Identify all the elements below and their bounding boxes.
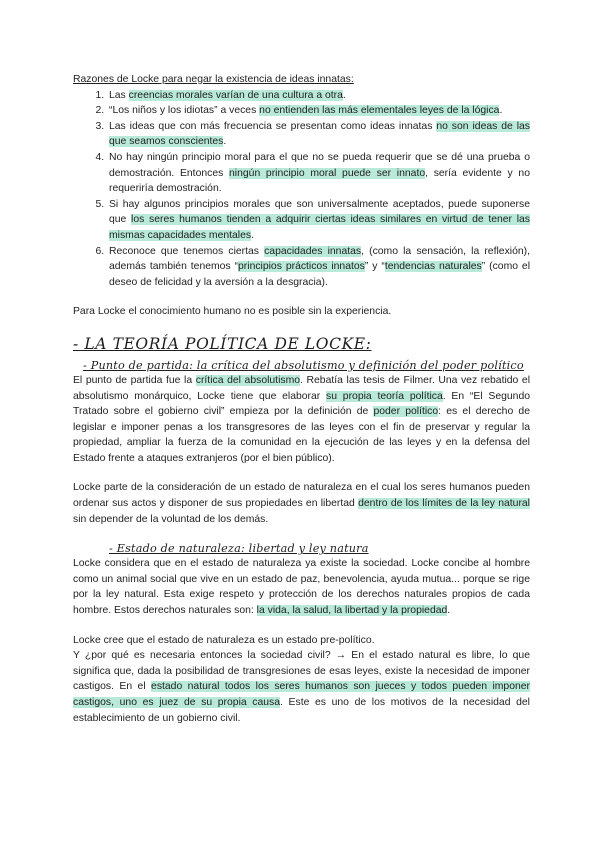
highlighted-text: los seres humanos tienden a adquirir ciertas ideas similares en virtud de tener las mismas capacidades mentales bbox=[109, 214, 530, 241]
text-run: . bbox=[223, 136, 227, 148]
list-item bbox=[107, 197, 530, 244]
reasons-list bbox=[73, 88, 530, 291]
list-item bbox=[107, 103, 530, 119]
list-item bbox=[107, 119, 530, 150]
highlighted-text: no entienden las más elementales leyes de la lógica bbox=[259, 105, 500, 117]
subsection-title: - Punto de partida: la crítica del absolutismo y definición del poder político bbox=[83, 358, 524, 372]
text-run: . bbox=[499, 105, 503, 117]
text-run: . bbox=[342, 89, 346, 101]
text-run: Y ¿por qué es necesaria entonces la sociedad civil? → En el estado natural es libre, lo que significa que, dada la posibilidad de transgresiones de esas leyes, existe la necesidad de imponer castigos. En el bbox=[73, 650, 530, 693]
text-run: . Rebatía las tesis de Filmer. Una vez rebatido el absolutismo monárquico, Locke tiene que elaborar bbox=[73, 374, 531, 402]
section-title: - LA TEORÍA POLÍTICA DE LOCKE: bbox=[73, 334, 372, 353]
text-run: Las ideas que con más frecuencia se presentan como ideas innatas bbox=[109, 120, 437, 132]
text-run: . Este es uno de los motivos de la necesidad del establecimiento de un gobierno civil. bbox=[73, 697, 530, 724]
list-item bbox=[107, 244, 530, 291]
text-run: “Los niños y los idiotas” a veces bbox=[109, 105, 260, 117]
highlighted-text: su propia teoría política bbox=[326, 390, 443, 402]
text-run: . En “El Segundo Tratado sobre el gobierno civil” empieza por la definición de bbox=[73, 390, 530, 418]
paragraph bbox=[73, 556, 530, 618]
subsection-title: - Estado de naturaleza: libertad y ley natura bbox=[109, 542, 369, 556]
paragraph: Locke cree que el estado de naturaleza es un estado pre-político. bbox=[73, 634, 375, 646]
reasons-heading: Razones de Locke para negar la existencia de ideas innatas: bbox=[73, 74, 354, 85]
text-run: ” (como el deseo de felicidad y la aversión a la desgracia). bbox=[109, 261, 531, 288]
text-run: Reconoce que tenemos ciertas bbox=[109, 245, 265, 257]
text-run: El punto de partida fue la bbox=[73, 374, 196, 386]
text-run: , (como la sensación, la reflexión), además también tenemos “ bbox=[109, 245, 530, 273]
text-run: . bbox=[447, 605, 451, 617]
list-item bbox=[107, 150, 530, 197]
document-page bbox=[73, 72, 530, 726]
text-run: Si hay algunos principios morales que son universalmente aceptados, puede suponerse que bbox=[109, 198, 530, 226]
text-run: Locke considera que en el estado de naturaleza ya existe la sociedad. Locke concibe al hombre como un animal social que vive en un estado de paz, benevolencia, ayuda mutua... porque se rige por la ley natural. Esta exige respeto y protección de los derechos naturales propios de cada hombre. Estos derechos naturales son: bbox=[73, 558, 530, 617]
highlighted-text: principios prácticos innatos bbox=[238, 261, 365, 273]
text-run: No hay ningún principio moral para el que no se pueda requerir que se dé una prueba o demostración. Entonces bbox=[109, 151, 530, 179]
highlighted-text: crítica del absolutismo bbox=[195, 374, 301, 386]
text-run: Las bbox=[109, 89, 129, 101]
highlighted-text: estado natural todos los seres humanos son jueces y todos pueden imponer castigos, uno es juez de su propia causa bbox=[73, 681, 530, 708]
highlighted-text: poder político bbox=[373, 406, 439, 418]
text-run: , sería evidente y no requeriría demostración. bbox=[109, 167, 530, 195]
paragraph bbox=[73, 480, 530, 527]
text-run: sin depender de la voluntad de los demás. bbox=[73, 513, 269, 525]
text-run: : es el derecho de legislar e imponer penas a los transgresores de las leyes con el fin de preservar y regular la propiedad, ampliar la fuerza de la comunidad en la ejecución de las leyes y en la defensa del Estado frente a ataques extranjeros (por el bien público). bbox=[73, 406, 530, 464]
highlighted-text: creencias morales varían de una cultura a otra bbox=[128, 89, 343, 101]
highlighted-text: la vida, la salud, la libertad y la propiedad bbox=[256, 605, 448, 617]
highlighted-text: no son ideas de las que seamos conscientes bbox=[109, 120, 530, 148]
highlighted-text: tendencias naturales bbox=[384, 261, 482, 273]
list-item bbox=[107, 88, 530, 104]
text-run: Locke parte de la consideración de un estado de naturaleza en el cual los seres humanos pueden ordenar sus actos y disponer de sus propiedades en libertad bbox=[73, 482, 530, 510]
highlighted-text: capacidades innatas bbox=[264, 245, 362, 257]
paragraph bbox=[73, 648, 530, 726]
conclusion-text: Para Locke el conocimiento humano no es posible sin la experiencia. bbox=[73, 306, 392, 318]
highlighted-text: dentro de los límites de la ley natural bbox=[358, 498, 530, 510]
text-run: . bbox=[251, 229, 254, 241]
paragraph bbox=[73, 373, 530, 467]
text-run: ” y “ bbox=[364, 261, 385, 273]
highlighted-text: ningún principio moral puede ser innato bbox=[229, 167, 426, 179]
